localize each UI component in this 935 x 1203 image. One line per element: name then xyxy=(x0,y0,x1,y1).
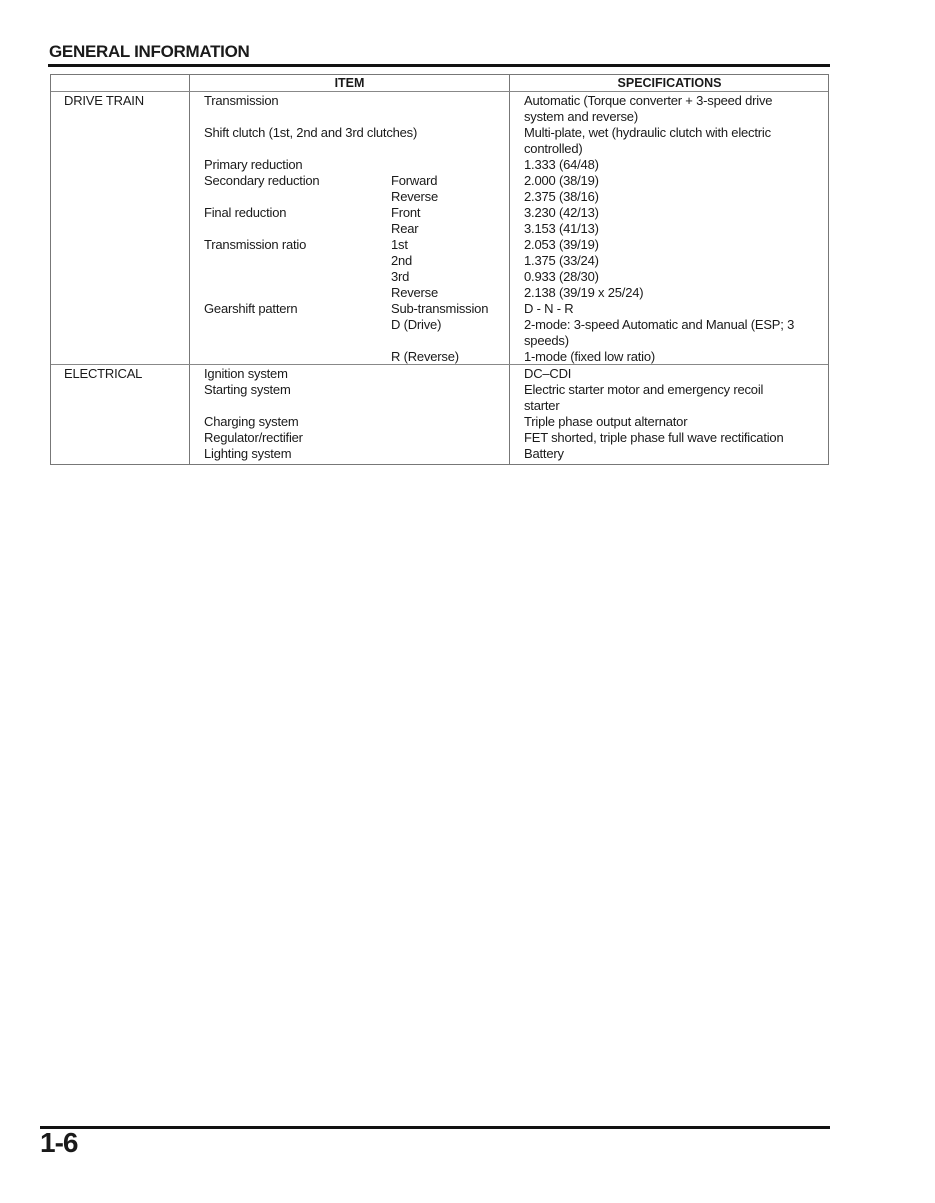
item-sub-label: Sub-transmission xyxy=(391,301,489,316)
item-label: Gearshift pattern xyxy=(204,301,298,316)
spec-value: 3.153 (41/13) xyxy=(524,221,599,236)
header-rule xyxy=(48,64,830,67)
spec-value: 2-mode: 3-speed Automatic and Manual (ESP; 3 xyxy=(524,317,795,332)
item-sub-label: Forward xyxy=(391,173,438,188)
spec-value: D - N - R xyxy=(524,301,574,316)
item-label: Primary reduction xyxy=(204,157,303,172)
item-sub-label: Reverse xyxy=(391,285,439,300)
item-label: Final reduction xyxy=(204,205,287,220)
footer-rule xyxy=(40,1126,830,1129)
column-divider xyxy=(509,75,510,464)
item-sub-label: R (Reverse) xyxy=(391,349,459,364)
spec-value: Automatic (Torque converter + 3-speed drive xyxy=(524,93,773,108)
item-label: Transmission xyxy=(204,93,279,108)
spec-value: starter xyxy=(524,398,560,413)
spec-value: Battery xyxy=(524,446,564,461)
spec-value: 2.000 (38/19) xyxy=(524,173,599,188)
spec-value: FET shorted, triple phase full wave rectification xyxy=(524,430,784,445)
item-label: Secondary reduction xyxy=(204,173,320,188)
spec-value: system and reverse) xyxy=(524,109,638,124)
spec-value: DC–CDI xyxy=(524,366,572,381)
column-header-specifications: SPECIFICATIONS xyxy=(617,76,722,90)
item-sub-label: Front xyxy=(391,205,421,220)
item-label: Ignition system xyxy=(204,366,288,381)
page-title: GENERAL INFORMATION xyxy=(49,42,250,61)
item-label: Regulator/rectifier xyxy=(204,430,303,445)
spec-value: 1.375 (33/24) xyxy=(524,253,599,268)
spec-value: 0.933 (28/30) xyxy=(524,269,599,284)
item-sub-label: 1st xyxy=(391,237,408,252)
section-label: DRIVE TRAIN xyxy=(64,93,144,108)
specifications-table xyxy=(50,74,829,465)
spec-value: 2.375 (38/16) xyxy=(524,189,599,204)
item-label: Starting system xyxy=(204,382,291,397)
spec-value: 2.138 (39/19 x 25/24) xyxy=(524,285,644,300)
item-label: Shift clutch (1st, 2nd and 3rd clutches) xyxy=(204,125,418,140)
column-header-item: ITEM xyxy=(334,76,365,90)
item-sub-label: D (Drive) xyxy=(391,317,442,332)
item-label: Transmission ratio xyxy=(204,237,307,252)
spec-value: Electric starter motor and emergency recoil xyxy=(524,382,764,397)
spec-value: 3.230 (42/13) xyxy=(524,205,599,220)
item-sub-label: Rear xyxy=(391,221,419,236)
section-label: ELECTRICAL xyxy=(64,366,143,381)
section-divider xyxy=(51,364,828,365)
column-divider xyxy=(189,75,190,464)
spec-value: 1-mode (fixed low ratio) xyxy=(524,349,656,364)
item-label: Lighting system xyxy=(204,446,292,461)
spec-value: speeds) xyxy=(524,333,569,348)
spec-value: 2.053 (39/19) xyxy=(524,237,599,252)
item-sub-label: Reverse xyxy=(391,189,439,204)
spec-value: 1.333 (64/48) xyxy=(524,157,599,172)
item-label: Charging system xyxy=(204,414,299,429)
spec-value: Multi-plate, wet (hydraulic clutch with electric xyxy=(524,125,771,140)
spec-value: controlled) xyxy=(524,141,583,156)
spec-value: Triple phase output alternator xyxy=(524,414,688,429)
page-number: 1-6 xyxy=(40,1127,78,1158)
header-divider xyxy=(51,91,828,92)
item-sub-label: 3rd xyxy=(391,269,410,284)
item-sub-label: 2nd xyxy=(391,253,413,268)
